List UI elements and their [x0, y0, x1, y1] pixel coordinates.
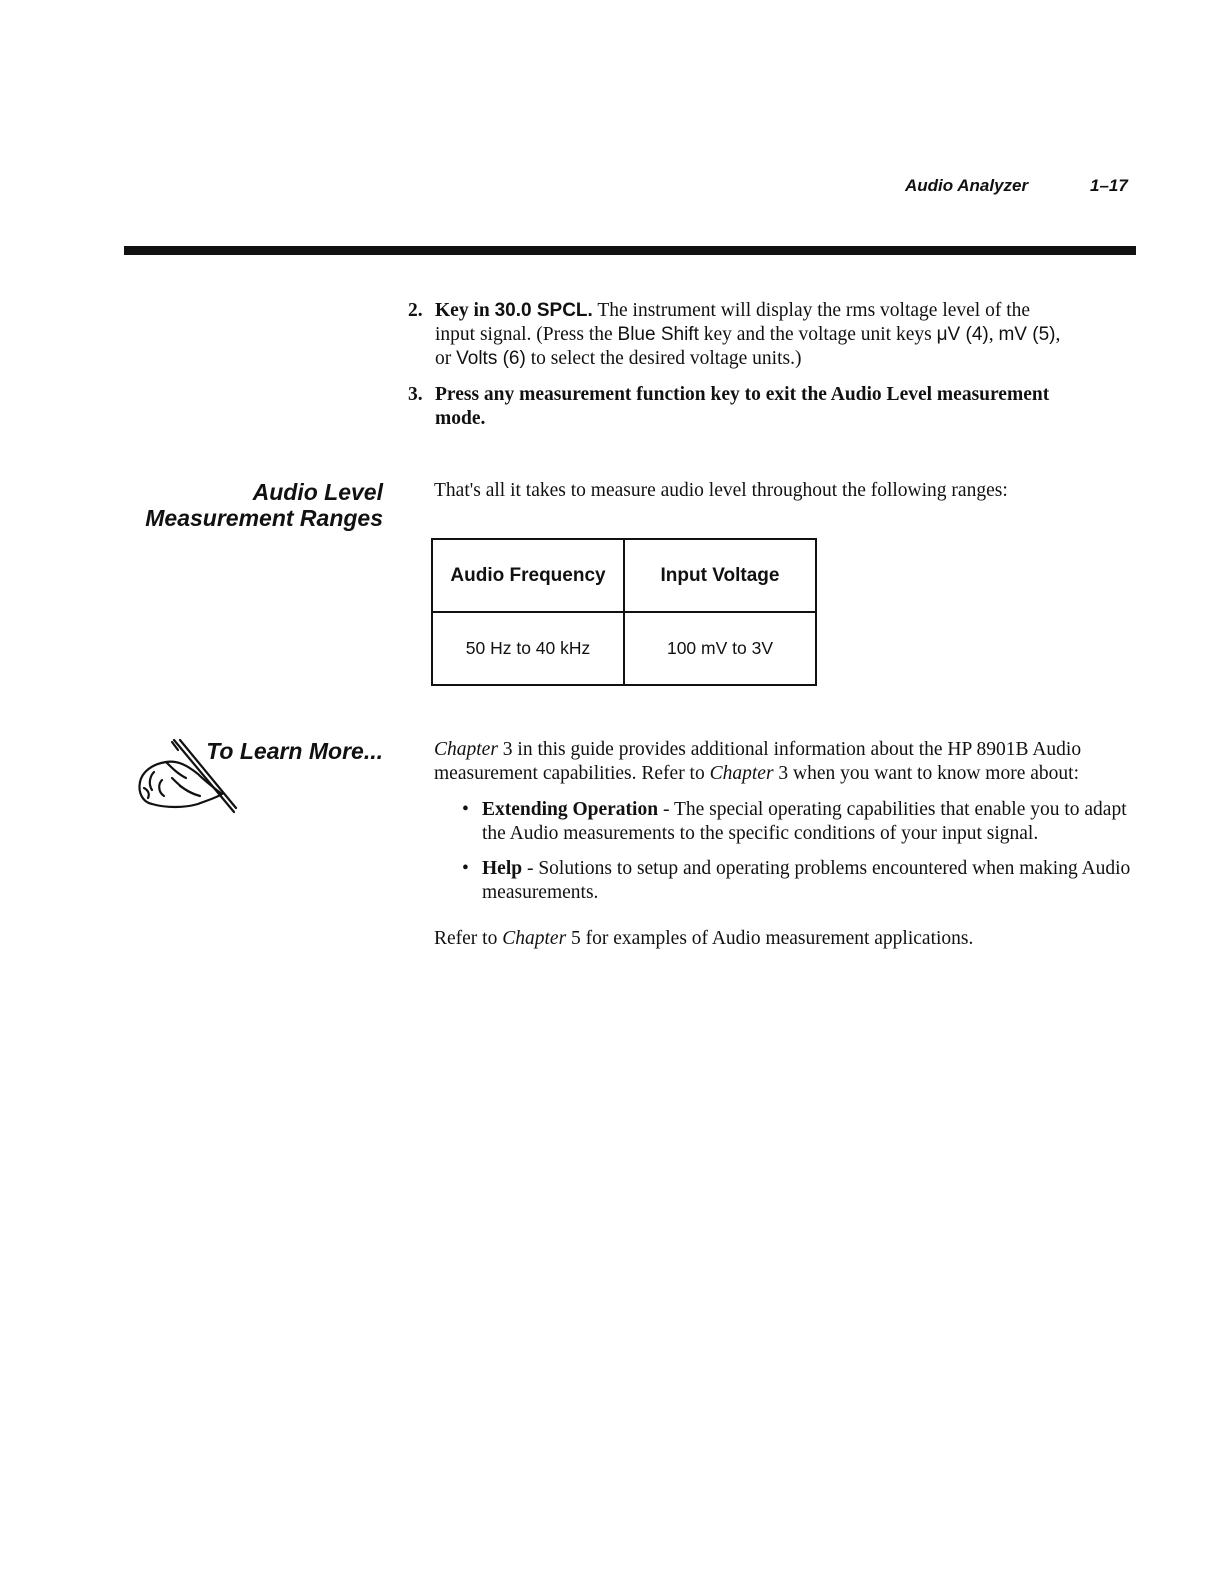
- table-header-cell: Input Voltage: [624, 539, 816, 612]
- learn-more-intro: [434, 738, 1134, 786]
- table-cell: 100 mV to 3V: [624, 612, 816, 685]
- topic-term: Help: [482, 858, 523, 879]
- heading-line: Audio Level: [252, 479, 383, 505]
- step-3: [408, 383, 1068, 431]
- step-text: The instrument will display the rms voltage level of the input signal. (Press the: [435, 300, 1031, 345]
- separator: ,: [988, 324, 999, 345]
- list-item: [462, 798, 1134, 846]
- step-number: 2.: [408, 300, 423, 321]
- step-text: key and the voltage unit keys: [698, 324, 937, 345]
- section-heading-ranges: [145, 479, 383, 531]
- body-text: 3 when you want to know more about:: [773, 763, 1079, 784]
- table-row: [432, 612, 816, 685]
- blue-shift-key: Blue Shift: [617, 324, 699, 345]
- procedure-steps: [408, 299, 1068, 443]
- ranges-intro: That's all it takes to measure audio level throughout the following ranges:: [434, 480, 1008, 501]
- microvolt-key: μV (4): [936, 324, 989, 345]
- volts-key: Volts (6): [456, 348, 526, 369]
- table-header-cell: Audio Frequency: [432, 539, 624, 612]
- topic-list: [434, 798, 1134, 905]
- step-number: 3.: [408, 384, 423, 405]
- body-text: 3 in this guide provides additional information about the HP 8901B Audio measurement capabilities. Refer to: [434, 739, 1082, 784]
- key-sequence: 30.0 SPCL.: [494, 300, 593, 321]
- topic-description: - Solutions to setup and operating problems encountered when making Audio measurements.: [482, 858, 1131, 903]
- step-lead: Key in: [435, 300, 490, 321]
- step-text: to select the desired voltage units.): [525, 348, 802, 369]
- step-text: Press any measurement function key to exit the Audio Level measurement mode.: [435, 384, 1050, 429]
- topic-term: Extending Operation: [482, 799, 659, 820]
- table-header-row: [432, 539, 816, 612]
- chapter-ref: Chapter: [502, 928, 567, 949]
- chapter-ref: Chapter: [709, 763, 774, 784]
- page-number: 1–17: [1090, 176, 1128, 195]
- body-text: 5 for examples of Audio measurement applications.: [566, 928, 974, 949]
- learn-more-body: [434, 738, 1134, 963]
- list-item: [462, 857, 1134, 905]
- section-heading-learn-more: To Learn More...: [206, 738, 383, 764]
- heading-line: Measurement Ranges: [145, 505, 383, 531]
- table-cell: 50 Hz to 40 kHz: [432, 612, 624, 685]
- final-reference: [434, 927, 1134, 951]
- body-text: Refer to: [434, 928, 503, 949]
- bullet-icon: •: [462, 799, 469, 820]
- topic-description: - The special operating capabilities that enable you to adapt the Audio measurements to the specific conditions of your input signal.: [482, 799, 1127, 844]
- ranges-table: [431, 538, 817, 686]
- chapter-ref: Chapter: [434, 739, 498, 760]
- step-2: [408, 299, 1068, 371]
- bullet-icon: •: [462, 858, 469, 879]
- running-header-title: Audio Analyzer: [905, 176, 1029, 195]
- header-rule: [124, 246, 1136, 255]
- millivolt-key: mV (5): [998, 324, 1056, 345]
- separator: , or: [435, 324, 1061, 369]
